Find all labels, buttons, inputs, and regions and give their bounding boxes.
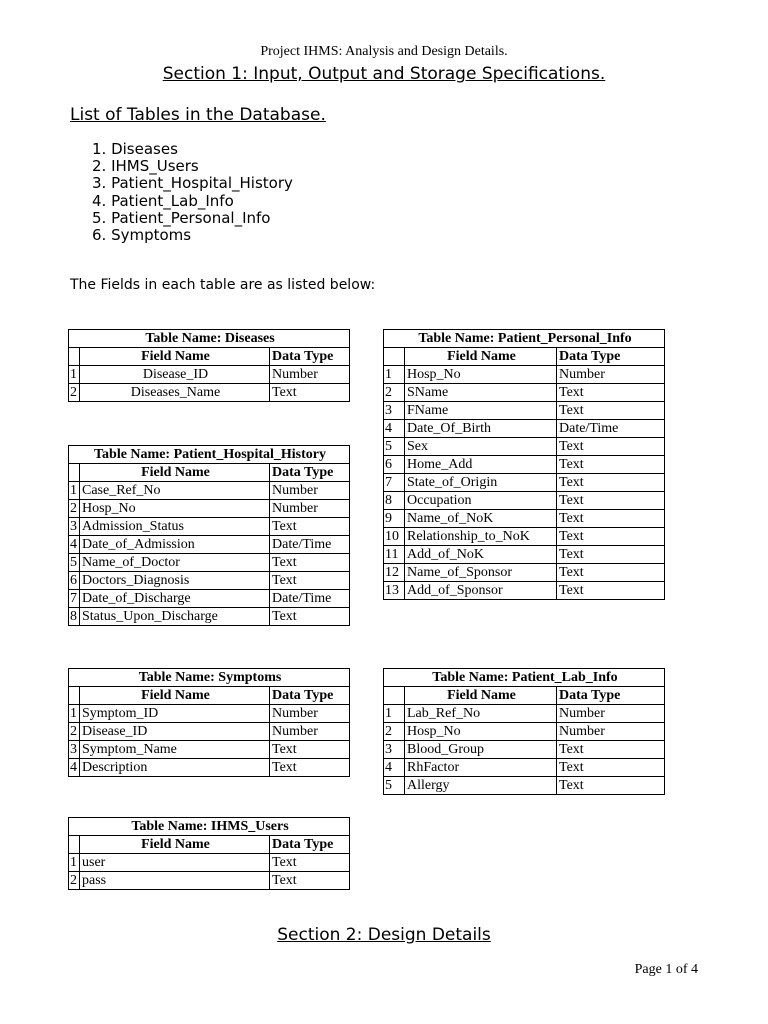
field-name-cell: Admission_Status xyxy=(80,518,270,536)
field-name-cell: RhFactor xyxy=(405,759,557,777)
table-caption: Table Name: Symptoms xyxy=(69,669,350,687)
table-body xyxy=(69,854,350,890)
row-number-cell: 5 xyxy=(384,777,405,795)
data-type-cell: Text xyxy=(557,438,665,456)
table-caption: Table Name: Patient_Lab_Info xyxy=(384,669,665,687)
table-row xyxy=(384,492,665,510)
row-number-cell: 10 xyxy=(384,528,405,546)
data-type-cell: Text xyxy=(270,854,350,872)
section-1-heading: Section 1: Input, Output and Storage Specifications. xyxy=(162,64,606,84)
field-name-cell: Sex xyxy=(405,438,557,456)
data-type-cell: Text xyxy=(270,872,350,890)
table-caption: Table Name: Diseases xyxy=(69,330,350,348)
data-type-cell: Text xyxy=(557,528,665,546)
patient-personal-info-table xyxy=(383,329,665,600)
data-type-cell: Text xyxy=(557,564,665,582)
row-number-cell: 11 xyxy=(384,546,405,564)
table-row xyxy=(69,705,350,723)
data-type-cell: Number xyxy=(557,723,665,741)
table-caption: Table Name: Patient_Personal_Info xyxy=(384,330,665,348)
row-number-cell: 4 xyxy=(384,759,405,777)
table-row xyxy=(69,759,350,777)
field-name-cell: Doctors_Diagnosis xyxy=(80,572,270,590)
row-number-cell: 1 xyxy=(69,482,80,500)
row-number-cell: 5 xyxy=(69,554,80,572)
table-row xyxy=(384,723,665,741)
data-type-header: Data Type xyxy=(270,836,350,854)
field-name-cell: Description xyxy=(80,759,270,777)
project-title: Project IHMS: Analysis and Design Details. xyxy=(260,44,508,59)
row-number-header xyxy=(384,687,405,705)
table-row xyxy=(384,777,665,795)
table-row xyxy=(69,572,350,590)
field-name-cell: Hosp_No xyxy=(405,723,557,741)
data-type-cell: Text xyxy=(557,456,665,474)
table-row xyxy=(384,438,665,456)
data-type-cell: Text xyxy=(557,402,665,420)
symptoms-table xyxy=(68,668,350,777)
table-row xyxy=(69,854,350,872)
row-number-header xyxy=(69,348,80,366)
field-name-cell: Status_Upon_Discharge xyxy=(80,608,270,626)
table-row xyxy=(69,536,350,554)
table-body xyxy=(69,705,350,777)
page-number: Page 1 of 4 xyxy=(634,962,698,977)
row-number-cell: 5 xyxy=(384,438,405,456)
table-row xyxy=(69,366,350,384)
data-type-cell: Text xyxy=(557,384,665,402)
list-item: 6. Symptoms xyxy=(92,226,192,245)
list-item: 4. Patient_Lab_Info xyxy=(92,191,234,210)
row-number-cell: 2 xyxy=(69,872,80,890)
field-name-cell: Add_of_Sponsor xyxy=(405,582,557,600)
list-of-tables-heading: List of Tables in the Database. xyxy=(70,105,326,125)
table-caption: Table Name: IHMS_Users xyxy=(69,818,350,836)
data-type-cell: Text xyxy=(270,741,350,759)
row-number-cell: 3 xyxy=(384,741,405,759)
list-item: 3. Patient_Hospital_History xyxy=(92,174,293,193)
data-type-cell: Date/Time xyxy=(270,536,350,554)
data-type-cell: Text xyxy=(270,384,350,402)
table-row xyxy=(69,723,350,741)
row-number-cell: 8 xyxy=(384,492,405,510)
row-number-cell: 2 xyxy=(384,384,405,402)
table-row xyxy=(69,518,350,536)
field-name-cell: Hosp_No xyxy=(405,366,557,384)
field-name-header: Field Name xyxy=(80,348,270,366)
field-name-cell: State_of_Origin xyxy=(405,474,557,492)
data-type-cell: Number xyxy=(557,705,665,723)
field-name-cell: Symptom_ID xyxy=(80,705,270,723)
field-name-cell: Name_of_NoK xyxy=(405,510,557,528)
field-name-cell: Diseases_Name xyxy=(80,384,270,402)
diseases-table xyxy=(68,329,350,402)
intro-text: The Fields in each table are as listed below: xyxy=(70,277,376,293)
data-type-cell: Number xyxy=(270,482,350,500)
field-name-cell: pass xyxy=(80,872,270,890)
table-row xyxy=(384,582,665,600)
table-body xyxy=(384,705,665,795)
field-name-cell: Name_of_Sponsor xyxy=(405,564,557,582)
field-name-header: Field Name xyxy=(80,464,270,482)
list-item: 2. IHMS_Users xyxy=(92,157,199,176)
row-number-cell: 3 xyxy=(69,518,80,536)
table-row xyxy=(384,366,665,384)
table-row xyxy=(384,741,665,759)
table-row xyxy=(69,384,350,402)
row-number-cell: 6 xyxy=(384,456,405,474)
row-number-cell: 2 xyxy=(69,723,80,741)
data-type-cell: Text xyxy=(557,777,665,795)
field-name-cell: Case_Ref_No xyxy=(80,482,270,500)
field-name-cell: Date_of_Admission xyxy=(80,536,270,554)
row-number-cell: 3 xyxy=(69,741,80,759)
table-row xyxy=(384,474,665,492)
row-number-cell: 13 xyxy=(384,582,405,600)
field-name-cell: FName xyxy=(405,402,557,420)
row-number-header xyxy=(69,464,80,482)
data-type-header: Data Type xyxy=(270,464,350,482)
table-row xyxy=(384,705,665,723)
field-name-header: Field Name xyxy=(405,348,557,366)
data-type-cell: Number xyxy=(270,705,350,723)
data-type-header: Data Type xyxy=(270,687,350,705)
data-type-cell: Text xyxy=(557,582,665,600)
table-row xyxy=(384,564,665,582)
data-type-cell: Text xyxy=(270,608,350,626)
row-number-cell: 4 xyxy=(69,536,80,554)
data-type-header: Data Type xyxy=(270,348,350,366)
data-type-cell: Text xyxy=(557,741,665,759)
field-name-cell: Occupation xyxy=(405,492,557,510)
row-number-cell: 2 xyxy=(69,500,80,518)
row-number-cell: 8 xyxy=(69,608,80,626)
data-type-cell: Text xyxy=(557,546,665,564)
field-name-cell: Lab_Ref_No xyxy=(405,705,557,723)
table-row xyxy=(69,741,350,759)
field-name-cell: SName xyxy=(405,384,557,402)
row-number-cell: 7 xyxy=(69,590,80,608)
row-number-cell: 6 xyxy=(69,572,80,590)
row-number-cell: 4 xyxy=(384,420,405,438)
row-number-cell: 1 xyxy=(384,705,405,723)
table-row xyxy=(384,402,665,420)
field-name-cell: user xyxy=(80,854,270,872)
row-number-cell: 2 xyxy=(69,384,80,402)
data-type-cell: Text xyxy=(270,759,350,777)
row-number-cell: 1 xyxy=(384,366,405,384)
data-type-cell: Number xyxy=(557,366,665,384)
row-number-cell: 1 xyxy=(69,705,80,723)
field-name-cell: Name_of_Doctor xyxy=(80,554,270,572)
patient-hospital-history-table xyxy=(68,445,350,626)
data-type-cell: Text xyxy=(557,474,665,492)
row-number-cell: 1 xyxy=(69,854,80,872)
table-row xyxy=(69,500,350,518)
field-name-cell: Date_of_Discharge xyxy=(80,590,270,608)
data-type-cell: Text xyxy=(557,492,665,510)
table-row xyxy=(384,420,665,438)
field-name-cell: Blood_Group xyxy=(405,741,557,759)
data-type-cell: Text xyxy=(557,759,665,777)
row-number-cell: 4 xyxy=(69,759,80,777)
row-number-cell: 1 xyxy=(69,366,80,384)
field-name-cell: Relationship_to_NoK xyxy=(405,528,557,546)
table-row xyxy=(384,510,665,528)
patient-lab-info-table xyxy=(383,668,665,795)
table-body xyxy=(69,366,350,402)
field-name-cell: Allergy xyxy=(405,777,557,795)
data-type-header: Data Type xyxy=(557,348,665,366)
field-name-header: Field Name xyxy=(80,836,270,854)
data-type-header: Data Type xyxy=(557,687,665,705)
table-row xyxy=(69,608,350,626)
data-type-cell: Text xyxy=(270,518,350,536)
field-name-cell: Hosp_No xyxy=(80,500,270,518)
field-name-cell: Home_Add xyxy=(405,456,557,474)
row-number-cell: 2 xyxy=(384,723,405,741)
table-row xyxy=(69,482,350,500)
data-type-cell: Date/Time xyxy=(270,590,350,608)
table-body xyxy=(384,366,665,600)
data-type-cell: Date/Time xyxy=(557,420,665,438)
section-2-heading: Section 2: Design Details xyxy=(277,925,491,945)
field-name-cell: Disease_ID xyxy=(80,723,270,741)
field-name-cell: Disease_ID xyxy=(80,366,270,384)
field-name-cell: Date_Of_Birth xyxy=(405,420,557,438)
data-type-cell: Text xyxy=(270,554,350,572)
data-type-cell: Number xyxy=(270,366,350,384)
table-row xyxy=(384,456,665,474)
ihms-users-table xyxy=(68,817,350,890)
table-row xyxy=(384,384,665,402)
row-number-header xyxy=(384,348,405,366)
data-type-cell: Text xyxy=(557,510,665,528)
row-number-cell: 9 xyxy=(384,510,405,528)
table-list xyxy=(92,141,293,244)
table-row xyxy=(384,759,665,777)
row-number-header xyxy=(69,836,80,854)
row-number-cell: 7 xyxy=(384,474,405,492)
list-item: 5. Patient_Personal_Info xyxy=(92,208,271,227)
field-name-header: Field Name xyxy=(80,687,270,705)
row-number-cell: 3 xyxy=(384,402,405,420)
table-row xyxy=(384,546,665,564)
field-name-cell: Add_of_NoK xyxy=(405,546,557,564)
data-type-cell: Text xyxy=(270,572,350,590)
field-name-header: Field Name xyxy=(405,687,557,705)
list-item: 1. Diseases xyxy=(92,140,178,158)
table-caption: Table Name: Patient_Hospital_History xyxy=(69,446,350,464)
row-number-cell: 12 xyxy=(384,564,405,582)
table-row xyxy=(69,590,350,608)
table-row xyxy=(69,554,350,572)
table-row xyxy=(69,872,350,890)
row-number-header xyxy=(69,687,80,705)
data-type-cell: Number xyxy=(270,723,350,741)
field-name-cell: Symptom_Name xyxy=(80,741,270,759)
table-body xyxy=(69,482,350,626)
data-type-cell: Number xyxy=(270,500,350,518)
table-row xyxy=(384,528,665,546)
